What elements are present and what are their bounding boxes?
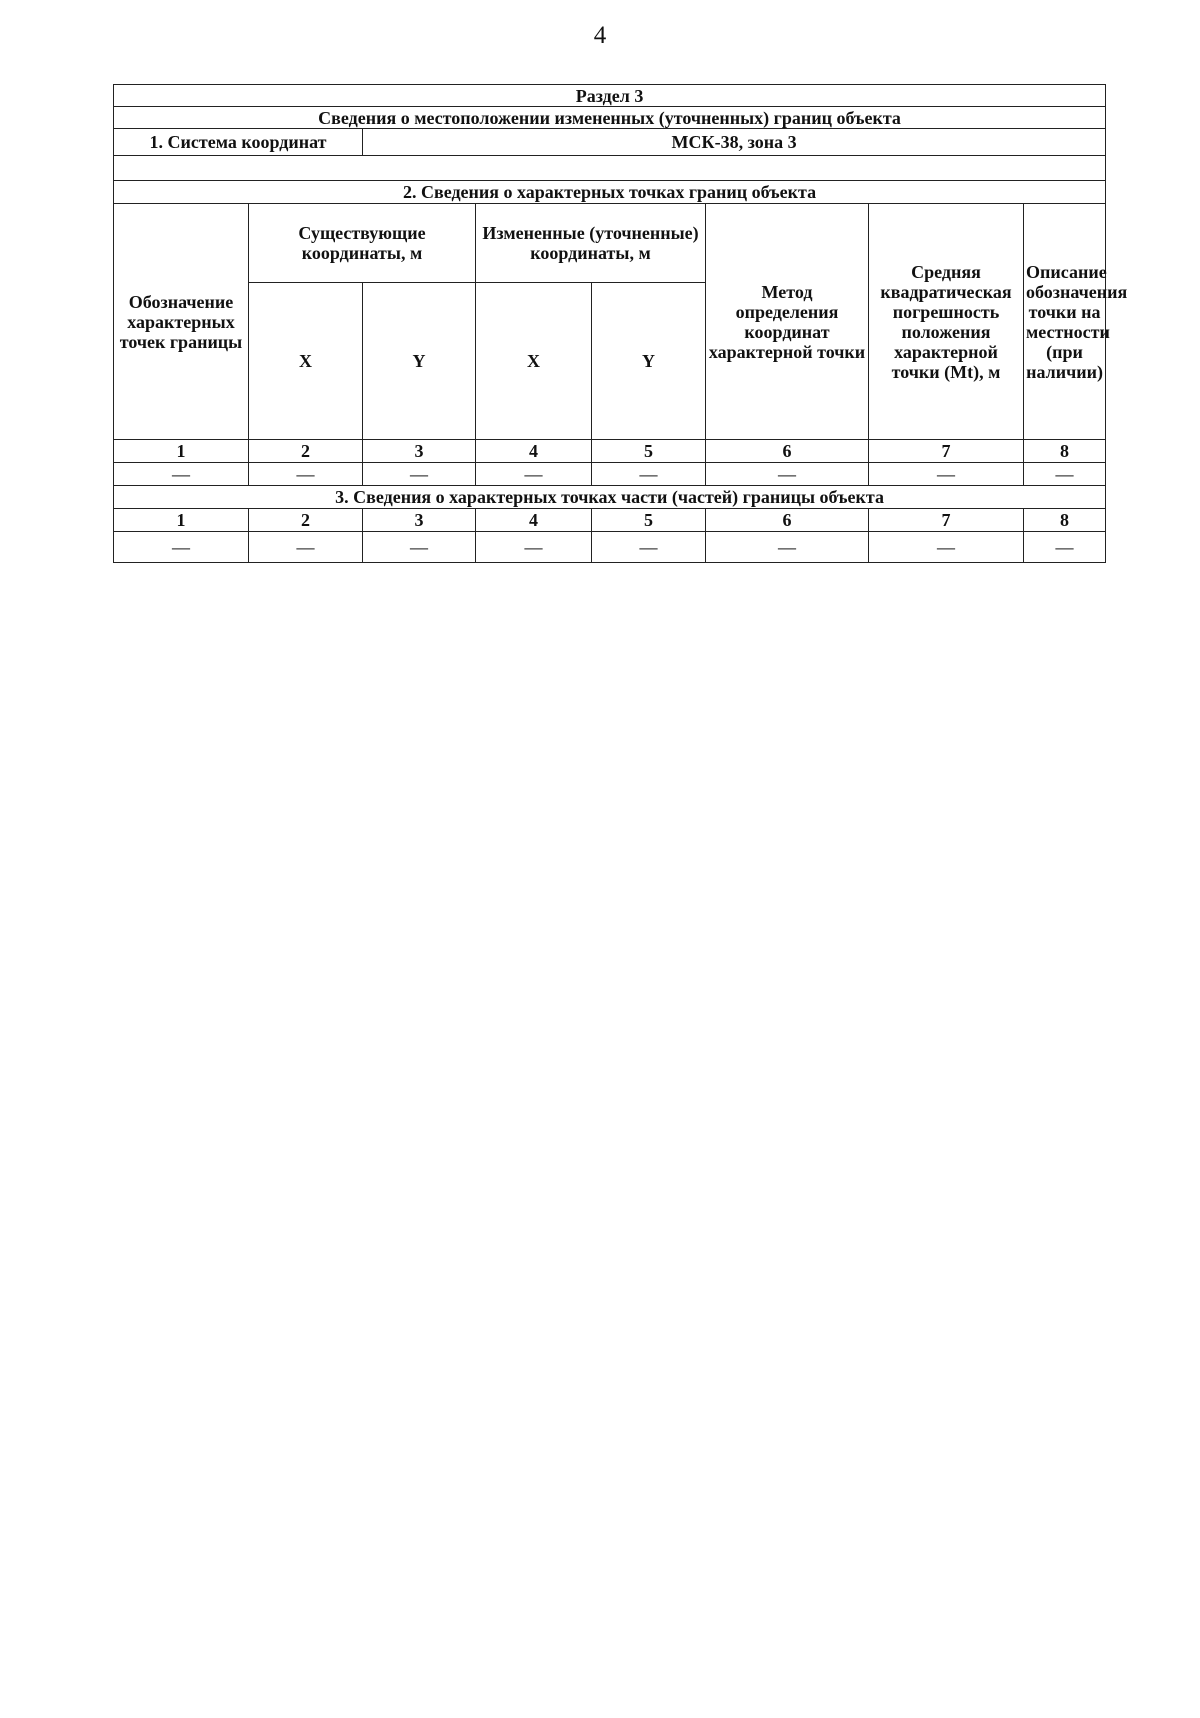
header-method: Метод определения координат характерной точки (706, 204, 869, 440)
col-number: 8 (1024, 440, 1106, 463)
part2-column-numbers (114, 440, 1106, 463)
header-existing-y: Y (363, 283, 476, 440)
header-existing-coords: Существующие координаты, м (249, 204, 476, 283)
section-subtitle: Сведения о местоположении измененных (уточненных) границ объекта (114, 107, 1106, 129)
coord-system-value: МСК-38, зона 3 (363, 129, 1106, 156)
col-number: 1 (114, 509, 249, 532)
header-point-designation: Обозначение характерных точек границы (114, 204, 249, 440)
cell-empty: — (476, 463, 592, 486)
cell-empty: — (114, 532, 249, 563)
cell-empty: — (249, 463, 363, 486)
cell-empty: — (869, 463, 1024, 486)
cell-empty: — (1024, 463, 1106, 486)
cell-empty: — (706, 532, 869, 563)
col-number: 5 (592, 440, 706, 463)
page-number: 4 (593, 22, 607, 49)
col-number: 8 (1024, 509, 1106, 532)
col-number: 4 (476, 440, 592, 463)
header-existing-x: X (249, 283, 363, 440)
col-number: 7 (869, 509, 1024, 532)
col-number: 2 (249, 440, 363, 463)
col-number: 5 (592, 509, 706, 532)
cell-empty: — (1024, 532, 1106, 563)
col-number: 3 (363, 509, 476, 532)
header-changed-x: X (476, 283, 592, 440)
part2-title: 2. Сведения о характерных точках границ объекта (114, 181, 1106, 204)
part3-column-numbers (114, 509, 1106, 532)
col-number: 1 (114, 440, 249, 463)
col-number: 2 (249, 509, 363, 532)
header-changed-coords: Измененные (уточненные) координаты, м (476, 204, 706, 283)
cell-empty: — (592, 532, 706, 563)
cell-empty: — (706, 463, 869, 486)
cell-empty: — (114, 463, 249, 486)
cell-empty: — (363, 463, 476, 486)
col-number: 6 (706, 440, 869, 463)
col-number: 4 (476, 509, 592, 532)
header-changed-y: Y (592, 283, 706, 440)
part3-title: 3. Сведения о характерных точках части (частей) границы объекта (114, 486, 1106, 509)
blank-row (114, 156, 1106, 181)
cell-empty: — (363, 532, 476, 563)
col-number: 7 (869, 440, 1024, 463)
coord-system-label: 1. Система координат (114, 129, 363, 156)
section-title: Раздел 3 (114, 85, 1106, 107)
header-rms-error: Средняя квадратическая погрешность положения характерной точки (Mt), м (869, 204, 1024, 440)
cell-empty: — (249, 532, 363, 563)
table-row (114, 532, 1106, 563)
col-number: 6 (706, 509, 869, 532)
section-3-table (113, 84, 1128, 563)
table-row (114, 463, 1106, 486)
cell-empty: — (592, 463, 706, 486)
cell-empty: — (869, 532, 1024, 563)
cell-empty: — (476, 532, 592, 563)
header-description: Описание обозначения точки на местности (при наличии) (1024, 204, 1106, 440)
col-number: 3 (363, 440, 476, 463)
